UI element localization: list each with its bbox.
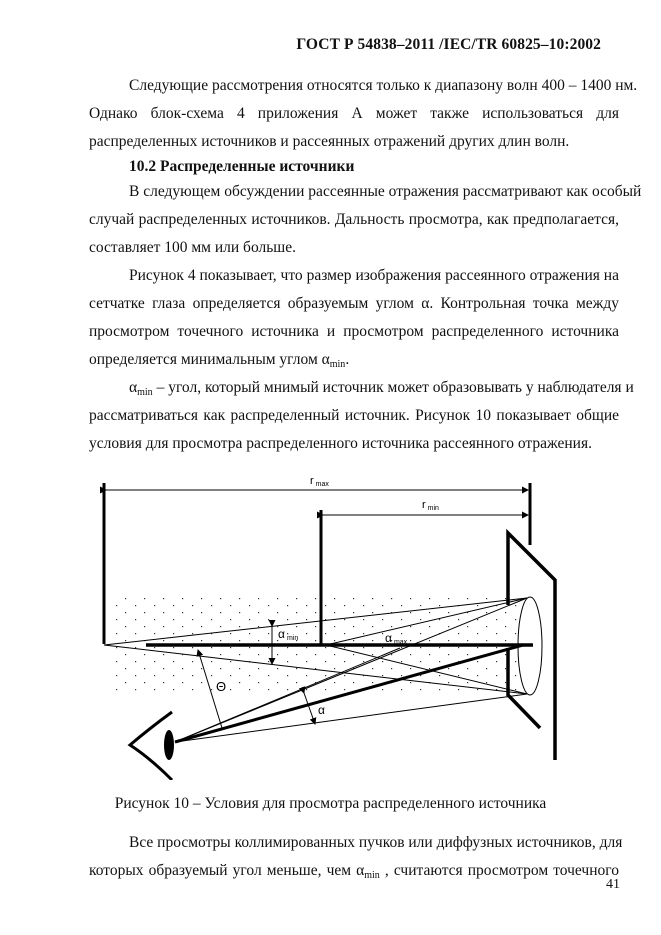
text-line: просмотром точечного источника и просмотром распределенного источника [89, 323, 619, 340]
page-number: 41 [606, 877, 620, 892]
subscript: min [329, 359, 346, 370]
subscript: min [137, 387, 153, 398]
text-line [89, 346, 619, 374]
subscript: min [364, 870, 380, 881]
alpha-arrow [304, 693, 315, 724]
text-fragment: , считаются просмотром точечного [379, 862, 619, 879]
text-line: сетчатке глаза определяется образуемым углом α. Контрольная точка между [89, 295, 619, 312]
text-line: случай распределенных источников. Дальность просмотра, как предполагается, [89, 211, 619, 228]
alpha-symbol: α [129, 379, 138, 396]
text-line: Однако блок-схема 4 приложения А может также использоваться для [89, 105, 619, 122]
theta-label: Θ [216, 679, 227, 694]
eye-icon [130, 712, 174, 780]
figure-caption: Рисунок 10 – Условия для просмотра распределенного источника [114, 795, 547, 812]
dotted-field [110, 598, 520, 696]
text-line: рассматриваться как распределенный источник. Рисунок 10 показывает общие [89, 407, 619, 424]
text-line: В следующем обсуждении рассеянные отражения рассматривают как особый [129, 183, 642, 200]
paragraph-alpha-min [89, 374, 634, 458]
paragraph-intro [89, 72, 638, 156]
page-header: ГОСТ Р 54838–2011 /IEC/TR 60825–10:2002 [296, 36, 601, 53]
alpha-label: α [318, 703, 325, 717]
text-fragment: . [345, 351, 350, 368]
paragraph-distributed-sources [89, 178, 642, 262]
text-line: составляет 100 мм или больше. [89, 239, 296, 256]
text-line: Рисунок 4 показывает, что размер изображения рассеянного отражения на [129, 267, 619, 284]
text-fragment: которых образуемый угол меньше, чем α [89, 862, 365, 879]
figure-10-diagram [0, 470, 661, 780]
text-line: распределенных источников и рассеянных отражений других длин волн. [89, 133, 570, 150]
text-line: условия для просмотра распределенного источника рассеянного отражения. [89, 435, 592, 452]
section-heading: 10.2 Распределенные источники [129, 158, 355, 175]
text-line [89, 374, 634, 402]
paragraph-figure4 [89, 262, 619, 374]
rmax-label: rmax [310, 475, 329, 488]
ray-eye-bottom [175, 694, 527, 742]
rmin-label: rmin [422, 499, 439, 512]
alpha-max-label: αmax [385, 631, 408, 646]
alpha-min-label: αmin [278, 627, 299, 642]
text-line: Все просмотры коллимированных пучков или диффузных источников, для [129, 834, 623, 851]
text-fragment: – угол, который мнимый источник может образовывать у наблюдателя и [152, 379, 634, 396]
text-line: Следующие рассмотрения относятся только к диапазону волн 400 – 1400 нм. [129, 77, 638, 94]
text-fragment: определяется минимальным углом α [89, 351, 330, 368]
text-line [89, 857, 619, 885]
